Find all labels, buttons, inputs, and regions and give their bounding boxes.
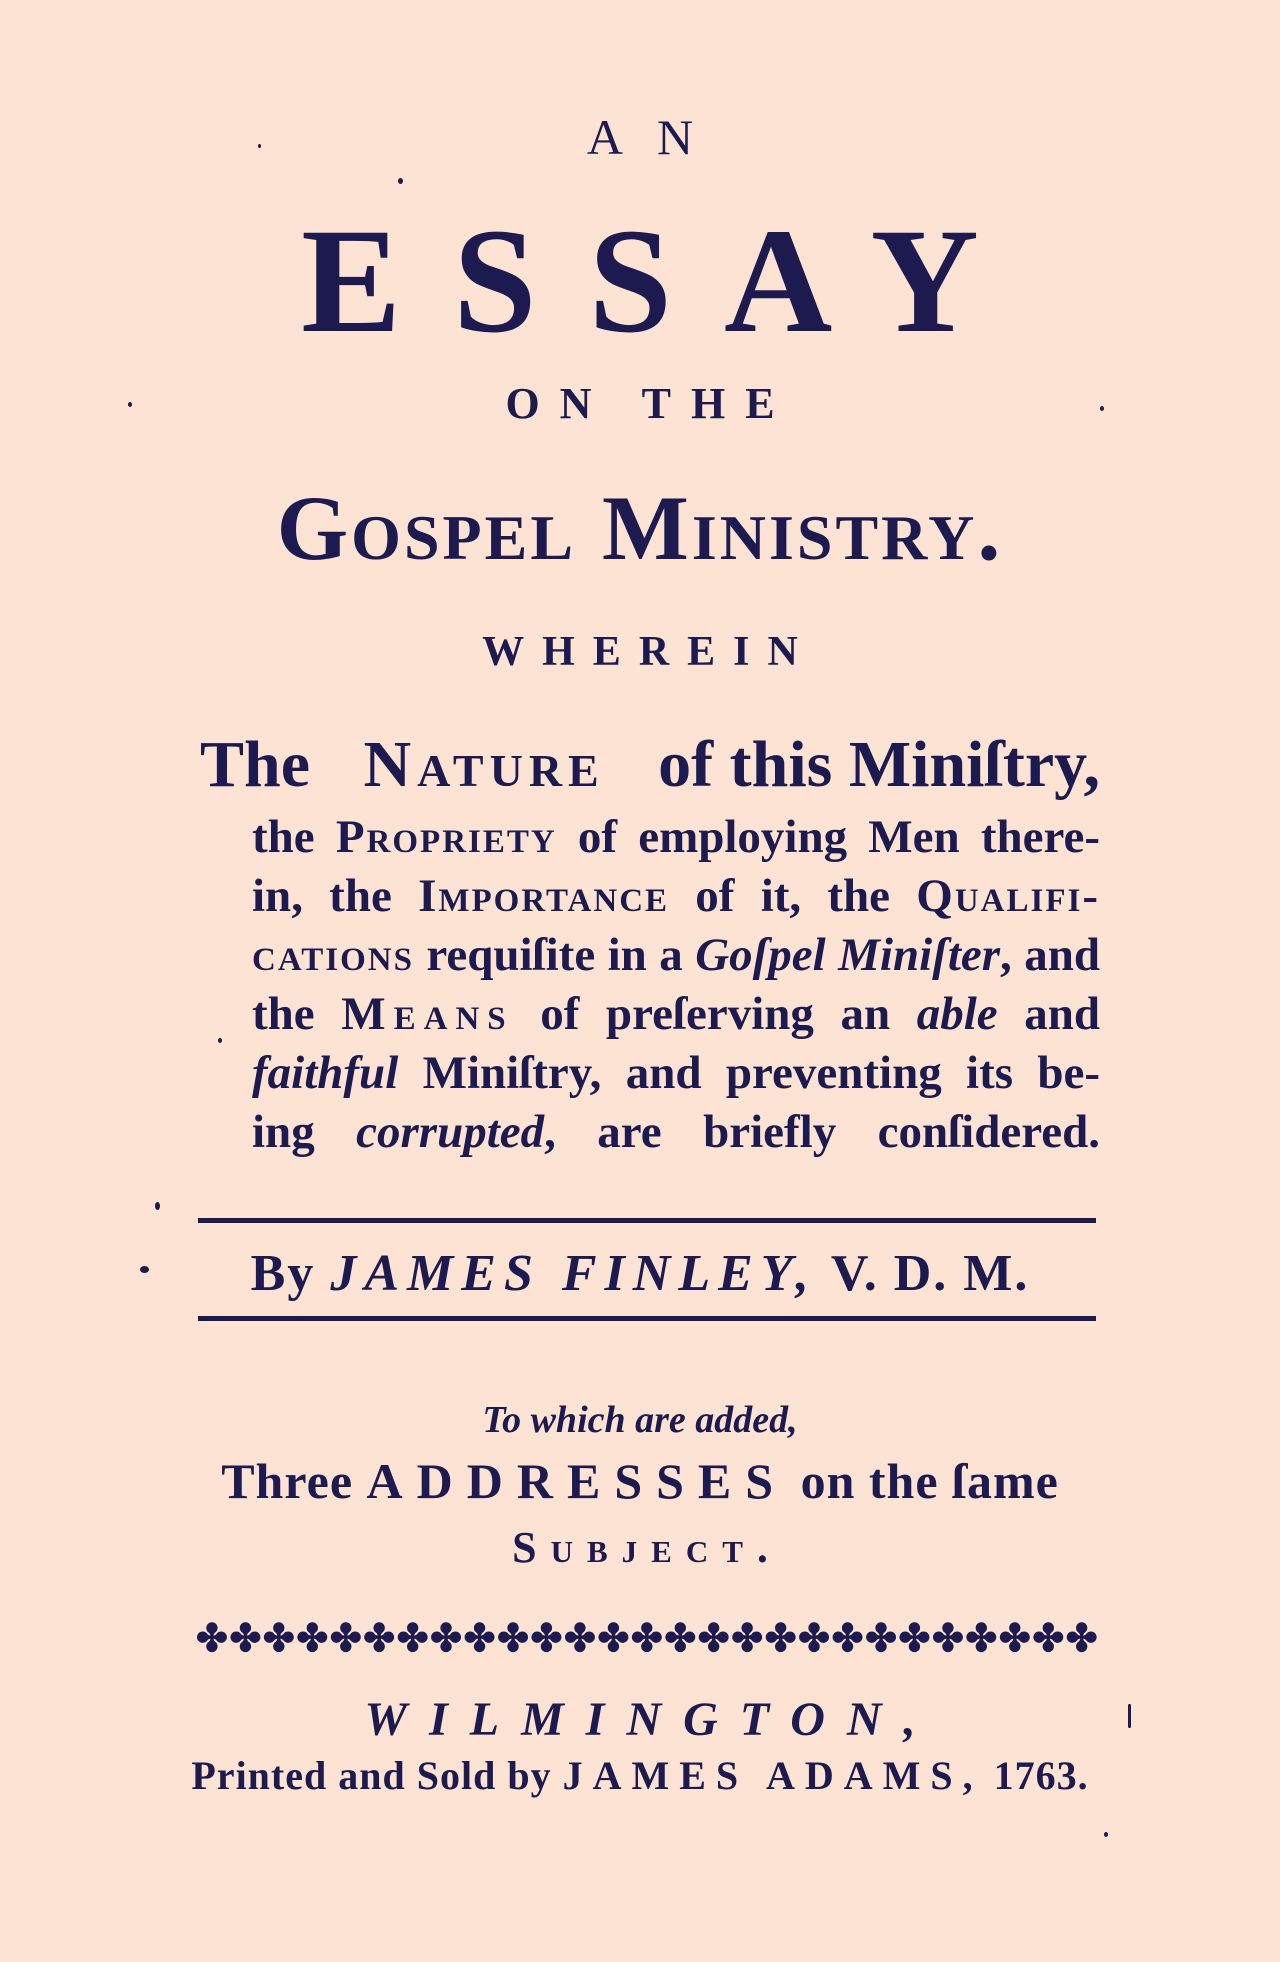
author-name: JAMES FINLEY, [330,1245,817,1302]
ornament-glyph: ✤ [798,1622,830,1656]
ornament-glyph: ✤ [731,1622,764,1656]
ornament-glyph: ✤ [530,1622,563,1656]
scan-speck [155,1202,160,1210]
description-segment: in, the [252,870,419,922]
description-word-ministry: of this Miniſtry, [658,728,1100,801]
scan-speck [1128,1704,1131,1728]
description-segment: and [997,988,1100,1040]
ornament-glyph: ✤ [430,1622,463,1656]
three-addresses-line [0,1452,1280,1510]
heading-essay: ESSAY [301,198,1031,364]
heading-wherein: WHEREIN [482,629,816,675]
description-word-nature: Nature [363,728,605,801]
description-segment: Means [341,988,514,1040]
imprint-city: WILMINGTON, [364,1693,938,1746]
ornament-glyph: ✤ [396,1622,429,1656]
ornament-rule [196,1622,1098,1656]
scan-speck [1100,406,1104,411]
scan-speck [1104,1832,1108,1837]
imprint-printer-line [0,1752,1280,1799]
scan-speck [218,1038,222,1043]
ornament-glyph: ✤ [1065,1622,1098,1656]
scan-speck [398,178,403,184]
description-segment: requiſite in a [413,929,696,981]
description-line-2 [252,808,1100,867]
ornament-glyph: ✤ [630,1622,663,1656]
description-segment: the [252,988,342,1040]
scan-speck [128,402,132,407]
description-segment: of it, the [669,870,917,922]
description-segment: of preſerving an [513,988,917,1040]
heading-on-the: ON THE [505,379,795,428]
scan-speck [258,144,261,148]
description-line-text [252,808,1100,867]
ornament-glyph: ✤ [831,1622,864,1656]
ornament-glyph: ✤ [664,1622,697,1656]
ornament-glyph: ✤ [697,1622,730,1656]
description-segment: Importance [418,870,670,922]
three-word: Three [221,1453,354,1509]
ornament-glyph: ✤ [998,1622,1031,1656]
description-segment: able [916,988,998,1040]
author-degree: V. D. M. [830,1245,1030,1302]
byline [0,1244,1280,1303]
ornament-glyph: ✤ [363,1622,396,1656]
ornament-glyph: ✤ [597,1622,630,1656]
ornament-glyph: ✤ [563,1622,596,1656]
ornament-glyph: ✤ [965,1622,998,1656]
description-segment: corrupted [356,1106,545,1158]
ornament-glyph: ✤ [229,1622,262,1656]
ornament-glyph: ✤ [329,1622,362,1656]
ornament-glyph: ✤ [865,1622,897,1656]
description-segment: Miniſtry, and preventing its be- [398,1047,1100,1099]
description-line-4 [252,926,1100,985]
heading-gospel-ministry: Gospel Ministry. [276,477,1004,579]
description-segment: ing [252,1106,357,1158]
description-line-text [252,1044,1100,1103]
ornament-glyph: ✤ [463,1622,496,1656]
ornament-glyph: ✤ [898,1622,931,1656]
description-lines [200,808,1100,1162]
description-segment: of employing Men there- [556,811,1100,863]
ornament-glyph: ✤ [196,1622,228,1656]
description-word-the: The [200,728,311,801]
description-segment: , are briefly conſidered. [544,1106,1100,1158]
description-segment: the [252,811,336,863]
description-line-5 [252,985,1100,1044]
heading-an: AN [586,109,728,165]
addresses-word: ADDRESSES [366,1453,788,1509]
description-segment: , and [1000,929,1101,981]
description-line-7 [252,1103,1100,1162]
imprint-year: 1763. [993,1753,1089,1798]
printer-name: JAMES ADAMS, [562,1753,983,1798]
to-which-added: To which are added, [482,1399,798,1441]
scan-speck [140,1266,149,1273]
description-line-1 [200,722,1100,808]
description-line-text [252,985,1100,1044]
byline-by: By [250,1245,316,1302]
subject-word: Subject. [512,1523,782,1572]
description-segment: Qualifi- [916,870,1100,922]
description-line-6 [252,1044,1100,1103]
ornament-glyph: ✤ [1032,1622,1065,1656]
ornament-glyph: ✤ [764,1622,797,1656]
bottom-rule [198,1316,1096,1321]
top-rule [198,1218,1096,1223]
on-the-same: on the ſame [800,1453,1059,1509]
description-segment: cations [252,929,414,981]
description-block [200,722,1100,1162]
description-line-text [252,867,1100,926]
description-line-text [252,926,1100,985]
ornament-glyph: ✤ [497,1622,529,1656]
ornament-glyph: ✤ [296,1622,329,1656]
ornament-glyph: ✤ [931,1622,964,1656]
description-line-text [252,1103,1100,1162]
description-segment: Propriety [335,811,557,863]
description-segment: faithful [252,1047,399,1099]
description-segment: Goſpel Miniſter [695,929,1001,981]
ornament-glyph: ✤ [262,1622,295,1656]
description-line-3 [252,867,1100,926]
printed-and-sold-by: Printed and Sold by [191,1753,552,1798]
